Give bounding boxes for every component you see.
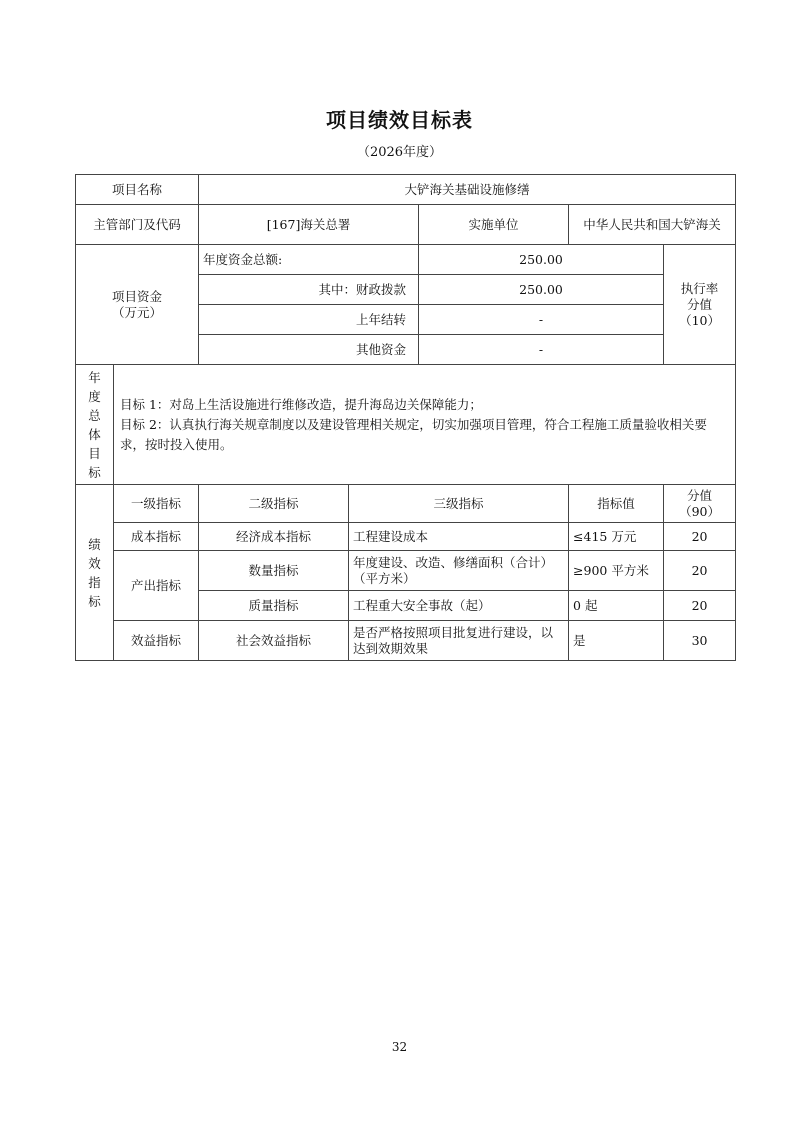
project-name-row [76,175,736,205]
score-cell: 20 [664,591,736,621]
performance-target-table [75,174,736,661]
page-subtitle: （2026年度） [356,145,443,160]
implementing-unit-label: 实施单位 [419,205,569,245]
header-level1: 一级指标 [114,485,199,523]
indicator-value-cell: ≥900 平方米 [569,551,664,591]
execution-score-label: 分值 [687,296,713,312]
header-level3: 三级指标 [349,485,569,523]
header-score: 分值 （90） [664,485,736,523]
table-row [76,523,736,551]
level1-cost: 成本指标 [114,523,199,551]
carryover-label: 上年结转 [199,305,419,335]
project-name-value: 大铲海关基础设施修缮 [199,175,736,205]
annual-total-value: 250.00 [419,245,664,275]
goal-2: 目标 2：认真执行海关规章制度以及建设管理相关规定，切实加强项目管理，符合工程施工质量验收相关要求，按时投入使用。 [120,416,707,452]
department-label: 主管部门及代码 [76,205,199,245]
goal-1: 目标 1：对岛上生活设施进行维修改造，提升海岛边关保障能力； [120,396,482,412]
department-value: [167]海关总署 [199,205,419,245]
indicator-value-cell: ≤415 万元 [569,523,664,551]
implementing-unit-value: 中华人民共和国大铲海关 [569,205,736,245]
project-funds-label-line1: 项目资金 [112,288,163,304]
level2-cell: 社会效益指标 [199,621,349,661]
other-funds-label: 其他资金 [199,335,419,365]
level3-cell: 年度建设、改造、修缮面积（合计）（平方米） [349,551,569,591]
indicator-value-cell: 是 [569,621,664,661]
project-name-label: 项目名称 [76,175,199,205]
indicator-header-row [76,485,736,523]
level1-benefit: 效益指标 [114,621,199,661]
indicator-value-cell: 0 起 [569,591,664,621]
level2-cell: 经济成本指标 [199,523,349,551]
page-title: 项目绩效目标表 [326,108,473,132]
level2-cell: 数量指标 [199,551,349,591]
annual-total-label: 年度资金总额: [199,245,419,275]
funds-total-row [76,245,736,275]
level2-cell: 质量指标 [199,591,349,621]
score-cell: 30 [664,621,736,661]
score-cell: 20 [664,523,736,551]
level3-cell: 工程建设成本 [349,523,569,551]
execution-rate-score [664,245,736,365]
table-row [76,621,736,661]
project-funds-label [76,245,199,365]
level3-cell: 是否严格按照项目批复进行建设，以达到效期效果 [349,621,569,661]
table-row [76,551,736,591]
fiscal-allocation-value: 250.00 [419,275,664,305]
execution-rate-label: 执行率 [680,280,719,296]
annual-goals-row [76,365,736,485]
header-indicator-value: 指标值 [569,485,664,523]
carryover-value: - [419,305,664,335]
fiscal-allocation-label: 其中：财政拨款 [199,275,419,305]
header-level2: 二级指标 [199,485,349,523]
score-cell: 20 [664,551,736,591]
project-funds-label-line2: （万元） [112,304,163,320]
performance-indicators-label: 绩 效 指 标 [76,485,114,661]
annual-goals-label: 年 度 总 体 目 标 [76,365,114,485]
annual-goals-content [114,365,736,485]
level3-cell: 工程重大安全事故（起） [349,591,569,621]
page-number: 32 [391,1040,408,1054]
other-funds-value: - [419,335,664,365]
level1-output: 产出指标 [114,551,199,621]
execution-score-value: （10） [679,312,720,328]
department-row [76,205,736,245]
